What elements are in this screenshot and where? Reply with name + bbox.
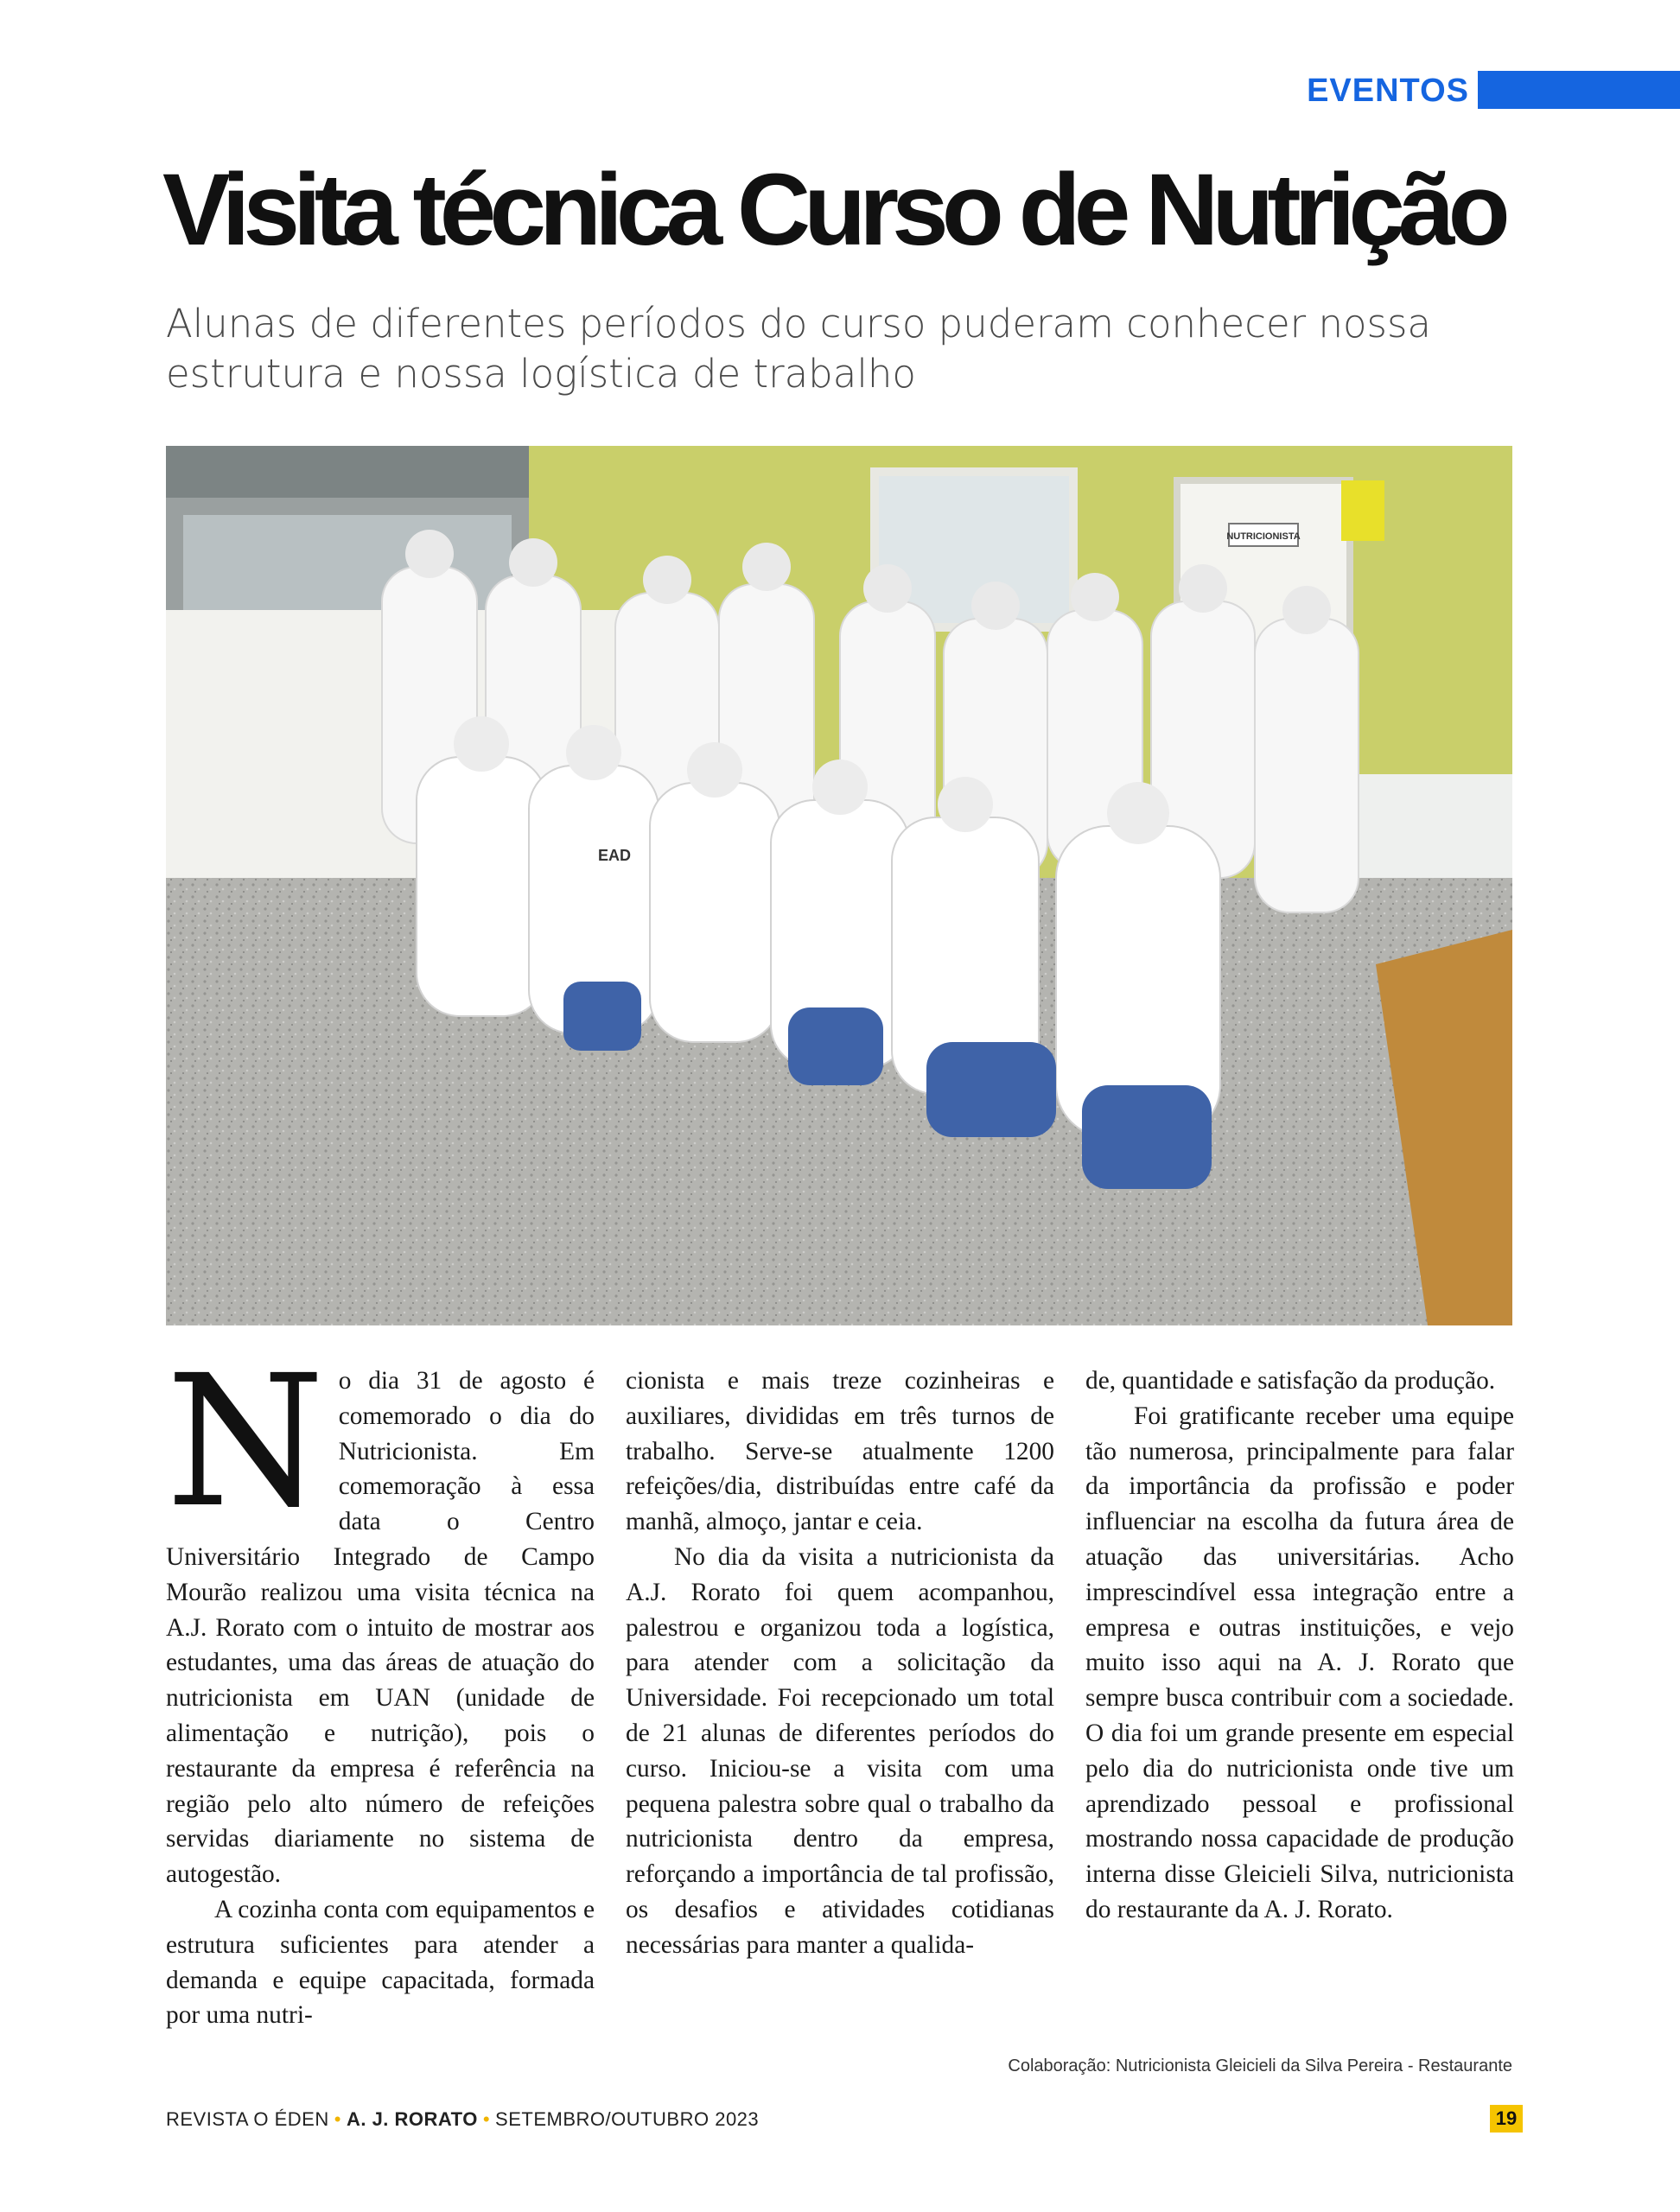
drop-cap: N (166, 1336, 325, 1548)
company-name: A. J. RORATO (346, 2108, 478, 2130)
issue-date: SETEMBRO/OUTUBRO 2023 (495, 2108, 760, 2130)
section-label: EVENTOS (1307, 73, 1469, 109)
photo-credit: Colaboração: Nutricionista Gleicieli da Silva Pereira - Restaurante (1008, 2056, 1512, 2075)
article-paragraph: de, quantidade e satisfação da produção. (1085, 1367, 1496, 1395)
section-bar (1478, 71, 1680, 109)
group-photo (166, 446, 1512, 1325)
article-subtitle: Alunas de diferentes períodos do curso puderam conhecer nossa estrutura e nossa logística de trabalho (166, 301, 1431, 397)
page-footer (166, 2108, 1289, 2131)
group-photo-illustration (166, 446, 1512, 1325)
magazine-name: REVISTA O ÉDEN (166, 2108, 329, 2130)
separator-dot: • (334, 2108, 341, 2130)
separator-dot: • (482, 2108, 491, 2130)
door-sign: NUTRICIONISTA (1226, 531, 1301, 542)
page-number: 19 (1490, 2105, 1523, 2133)
article-column-1 (166, 1336, 595, 2033)
article-column-2 (626, 1363, 1054, 1963)
article-paragraph: A cozinha conta com equipamentos e estrutura suficientes para atender a demanda e equipe capacitada, formada por uma nutri- (166, 1895, 595, 2030)
article-paragraph: No dia da visita a nutricionista da A.J. Rorato foi quem acompanhou, palestrou e organizou toda a logística, para atender com a solicitação da Universidade. Foi recepcionado um total de 21 alunas de diferentes períodos do curso. Iniciou-se a visita com uma pequena palestra sobre qual o trabalho da nutricionista dentro da empresa, reforçando a importância de tal profissão, os desafios e atividades cotidianas necessárias para manter a qualida- (626, 1542, 1054, 1959)
article-paragraph: Foi gratificante receber uma equipe tão numerosa, principalmente para falar da importância da profissão e poder influenciar na escolha da futura área de atuação das universitárias. Acho imprescindível essa integração entre a empresa e outras instituições, e vejo muito isso aqui na A. J. Rorato que sempre busca contribuir com a sociedade. O dia foi um grande presente em especial pelo dia do nutricionista onde tive um aprendizado pessoal e profissional mostrando nossa capacidade de produção interna disse Gleicieli Silva, nutricionista do restaurante da A. J. Rorato. (1085, 1402, 1514, 1923)
jacket-text: EAD (598, 847, 632, 864)
paragraph-text: o dia 31 de agosto é comemorado o dia do Nutricionista. Em comemoração à essa data o Centro Universitário Integrado de Campo Mourão realizou uma visita técnica na A.J. Rorato com o intuito de mostrar aos estudantes, uma das áreas de atuação do nutricionista em UAN (unidade de alimentação e nutrição), pois o restaurante da empresa é referência na região pelo alto número de refeições servidas diariamente no sistema de autogestão. (166, 1367, 595, 1889)
article-paragraph (166, 1336, 595, 1892)
article-headline: Visita técnica Curso de Nutrição (162, 153, 1504, 267)
article-column-3 (1085, 1363, 1514, 1928)
article-paragraph: cionista e mais treze cozinheiras e auxiliares, divididas em três turnos de trabalho. Serve-se atualmente 1200 refeições/dia, distribuídas entre café da manhã, almoço, jantar e ceia. (626, 1367, 1054, 1536)
